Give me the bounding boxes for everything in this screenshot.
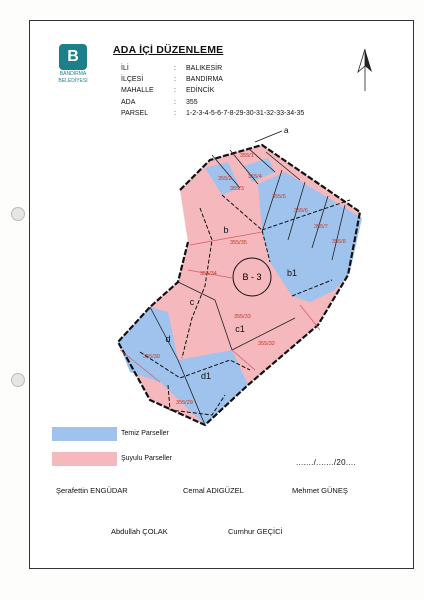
info-key: PARSEL (121, 109, 149, 117)
parcel-label: 355/4 (248, 174, 262, 180)
parcel-label: 355/5 (272, 194, 286, 200)
info-sep: : (174, 98, 176, 106)
parcel-label: 355/3 (230, 186, 244, 192)
parcel-label: 355/32 (258, 341, 275, 347)
date-field: ......./......./20.... (296, 458, 356, 467)
parcel-label: 355/30 (143, 354, 160, 360)
parcel-label: 355/35 (230, 240, 247, 246)
info-value: BALIKESİR (186, 65, 223, 72)
info-value: EDİNCİK (186, 87, 215, 95)
block-label-c: c (189, 297, 195, 307)
parcel-label: 355/2 (218, 176, 232, 182)
info-key: İLÇESİ (121, 76, 144, 84)
legend-swatch-shared (52, 452, 117, 466)
section-label: B - 3 (242, 272, 262, 282)
parcel-label: 355/29 (176, 400, 193, 406)
logo-mark: B (59, 44, 87, 70)
parcel-label: 355/8 (332, 239, 346, 245)
signature-name-5: Cumhur GEÇİCİ (228, 527, 283, 536)
block-label-b1: b1 (286, 268, 298, 278)
pointer-label: a (284, 126, 289, 135)
legend-swatch-clean (52, 427, 117, 441)
logo-text-1: BANDIRMA (59, 71, 87, 77)
pointer-line (255, 131, 282, 142)
block-label-d: d (165, 334, 171, 344)
info-key: MAHALLE (121, 87, 154, 95)
block-label-b: b (223, 225, 229, 235)
signature-name-1: Şerafettin ENGÜDAR (56, 486, 128, 495)
legend-label-shared: Şuyulu Parseller (121, 455, 172, 462)
signature-name-4: Abdullah ÇOLAK (111, 527, 168, 536)
info-sep: : (174, 87, 176, 95)
info-value: BANDIRMA (186, 76, 223, 84)
info-sep: : (174, 76, 176, 84)
info-sep: : (174, 65, 176, 72)
info-value: 1-2-3-4-5-6-7-8-29-30-31-32-33-34-35 (186, 109, 305, 117)
document-title: ADA İÇİ DÜZENLEME (113, 44, 224, 56)
parcel-label: 355/34 (200, 271, 217, 277)
signature-name-2: Cemal ADIGÜZEL (183, 486, 244, 495)
block-label-c1: c1 (235, 324, 245, 334)
parcel-label: 355/6 (294, 208, 308, 214)
block-label-d1: d1 (200, 371, 212, 381)
info-key: ADA (121, 98, 136, 106)
info-key: İLİ (121, 65, 129, 72)
signature-name-3: Mehmet GÜNEŞ (292, 486, 348, 495)
logo-text-2: BELEDİYESİ (58, 78, 88, 84)
parcel-label: 355/1 (240, 153, 254, 159)
info-sep: : (174, 109, 176, 117)
legend-label-clean: Temiz Parseller (121, 430, 169, 437)
parcel-label: 355/33 (234, 314, 251, 320)
clean-parcel-d (118, 307, 178, 382)
info-value: 355 (186, 98, 198, 106)
parcel-label: 355/7 (314, 224, 328, 230)
